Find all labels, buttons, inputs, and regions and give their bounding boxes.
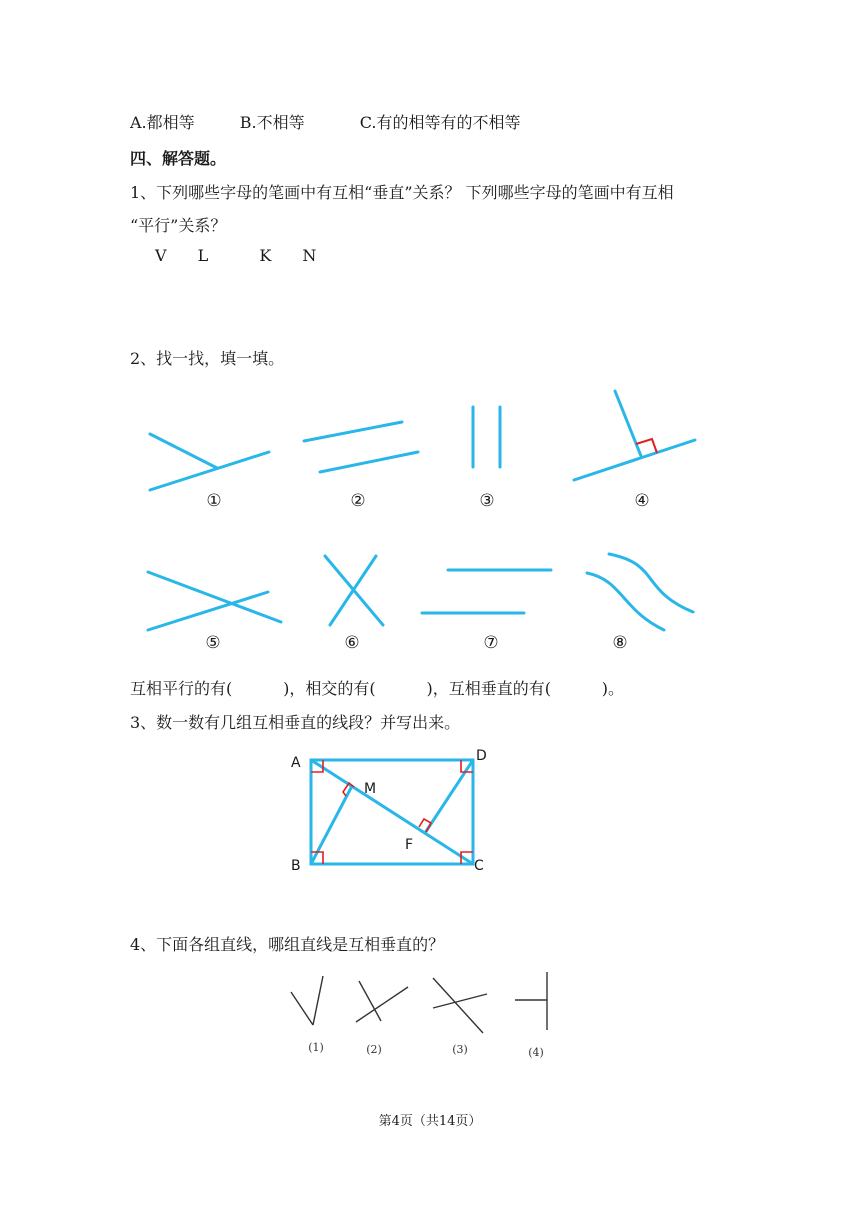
section-title: 四、解答题。 bbox=[130, 149, 227, 168]
option-b: B.不相等 bbox=[239, 113, 305, 132]
q4-fig1-line-a bbox=[291, 992, 313, 1025]
point-f-label: F bbox=[405, 837, 414, 853]
point-a-label: A bbox=[291, 755, 301, 771]
q4-fig1-line-b bbox=[313, 976, 323, 1025]
letter-v: V bbox=[155, 246, 167, 265]
q4-label-2: (2) bbox=[366, 1043, 382, 1056]
point-c-label: C bbox=[474, 858, 484, 874]
q2-title: 2、找一找，填一填。 bbox=[130, 349, 285, 368]
fig-label-7: ⑦ bbox=[483, 633, 499, 653]
fig-label-3: ③ bbox=[479, 491, 495, 511]
q4-fig2-line-b bbox=[359, 981, 381, 1021]
point-m-label: M bbox=[364, 781, 377, 797]
page-footer: 第4页（共14页） bbox=[378, 1114, 482, 1129]
letter-n: N bbox=[302, 246, 317, 265]
q1-line1: 1、下列哪些字母的笔画中有互相“垂直”关系？ 下列哪些字母的笔画中有互相 bbox=[130, 183, 674, 202]
letter-k: K bbox=[259, 246, 272, 265]
q4-label-4: (4) bbox=[528, 1046, 544, 1059]
letter-l: L bbox=[197, 246, 209, 265]
fig-label-2: ② bbox=[350, 491, 366, 511]
option-c: C.有的相等有的不相等 bbox=[359, 113, 521, 132]
q2-answer-line: 互相平行的有( )，相交的有( )，互相垂直的有( )。 bbox=[130, 679, 625, 698]
fig-label-1: ① bbox=[206, 491, 222, 511]
fig-label-8: ⑧ bbox=[612, 633, 628, 653]
q4-label-1: (1) bbox=[308, 1041, 324, 1054]
q4-fig3-line-b bbox=[433, 994, 487, 1008]
q4-title: 4、下面各组直线，哪组直线是互相垂直的？ bbox=[130, 935, 445, 954]
option-a: A.都相等 bbox=[130, 113, 195, 132]
fig-label-6: ⑥ bbox=[344, 633, 360, 653]
q4-label-3: (3) bbox=[452, 1043, 468, 1056]
point-d-label: D bbox=[476, 748, 487, 764]
q1-line2: “平行”关系？ bbox=[130, 216, 227, 235]
fig-label-5: ⑤ bbox=[205, 633, 221, 653]
point-b-label: B bbox=[291, 858, 301, 874]
fig-label-4: ④ bbox=[634, 491, 650, 511]
q3-title: 3、数一数有几组互相垂直的线段？并写出来。 bbox=[130, 713, 461, 732]
q4-fig2-line-a bbox=[356, 987, 408, 1022]
